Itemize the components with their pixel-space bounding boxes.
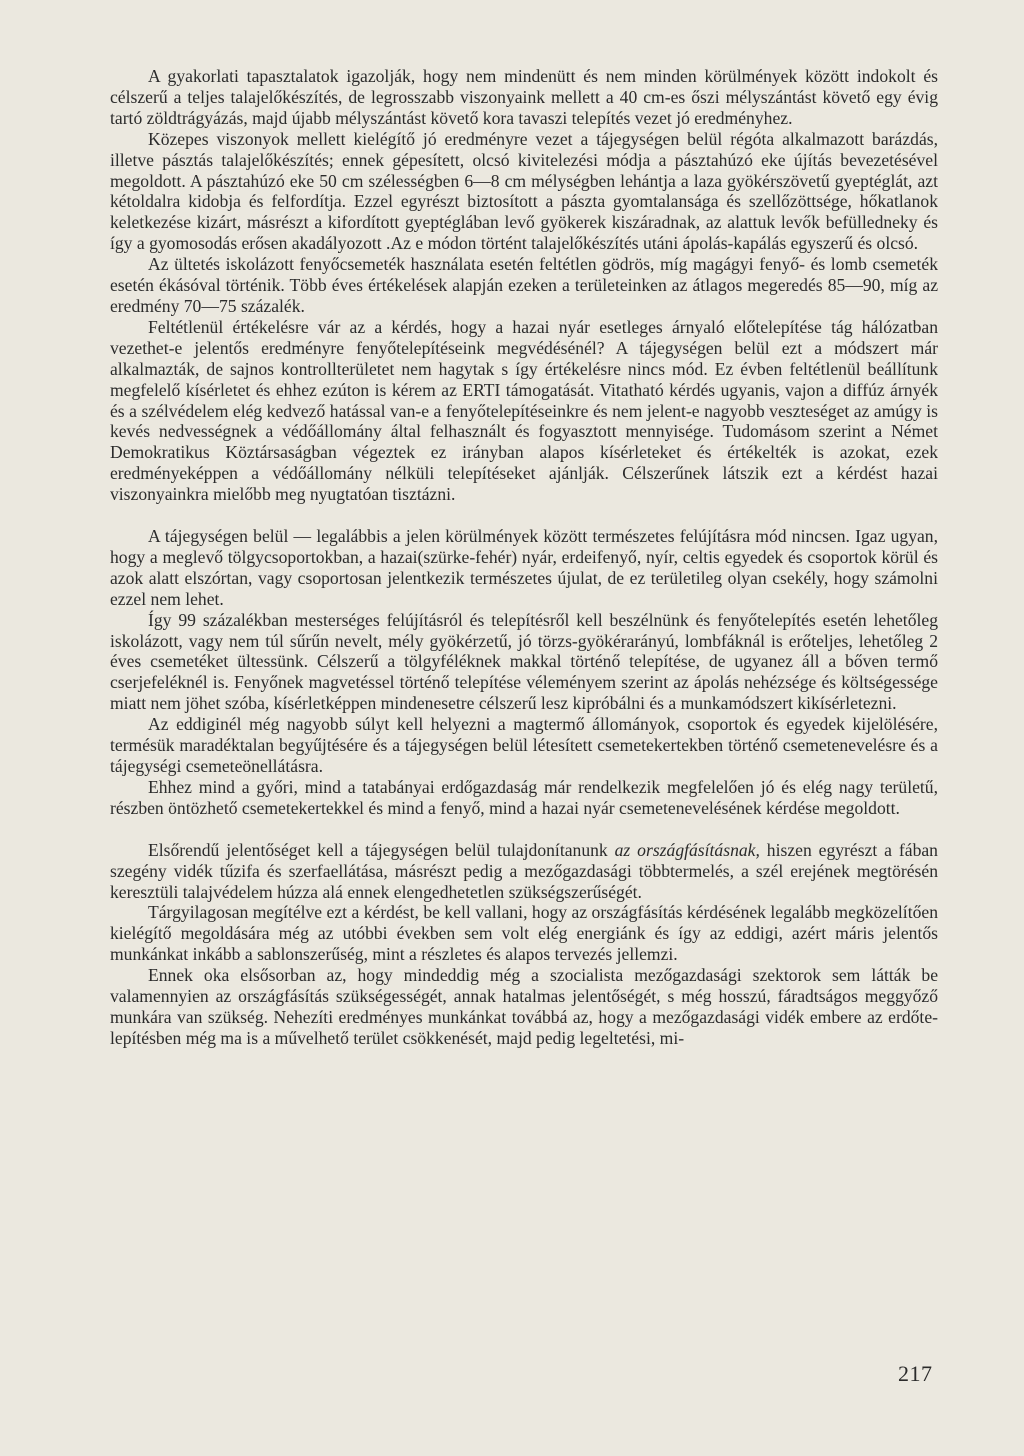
paragraph: Az eddiginél még nagyobb súlyt kell helyezni a magtermő állományok, csoportok és egyedek kijelölésére, termésük maradéktalan begyűjtésére és a tájegységen belül létesített csemetekertekben történő csemetenevelésre és a tájegységi csemeteönellátásra. (110, 714, 938, 776)
emphasized-term: az országfásításnak, (614, 839, 760, 860)
paragraph: Közepes viszonyok mellett kielégítő jó eredményre vezet a tájegységen belül régóta alkalmazott barázdás, illetve pásztás talajelőkészítés; ennek gépesített, olcsó kivitelezési módja a pásztahúzó eke újítás bevezetésével megoldott. A pásztahúzó eke 50 cm szélességben 6—8 cm mélységben lehántja a laza gyökérszövetű gyeptéglát, azt kétoldalra kidobja és felfordítja. Ezzel egyrészt biztosított a pászta gyomtalansága és szellőzöttsége, hőkatlanok keletkezése kizárt, másrészt a kifordított gyeptéglában levő gyökerek kiszáradnak, az alattuk levők befülledneky és így a gyomosodás erősen akadályozott .Az e módon történt talajelőkészítés utáni ápolás-kapálás egyszerű és olcsó. (110, 128, 938, 254)
paragraph-text: Elsőrendű jelentőséget kell a tájegységen belül tulajdonítanunk (148, 839, 615, 860)
article-body (110, 66, 938, 1049)
paragraph: Az ültetés iskolázott fenyőcsemeték használata esetén feltétlen gödrös, míg magágyi fenyő- és lomb csemeték esetén ékásóval történik. Több éves értékelések alapján ezeken a területeinken az átlagos megeredés 85—90, míg az eredmény 70—75 százalék. (110, 254, 938, 316)
paragraph: Tárgyilagosan megítélve ezt a kérdést, be kell vallani, hogy az országfásítás kérdésének legalább megközelítően kielégítő megoldására még az utóbbi években sem volt elég energiánk és így az eddigi, azért máris jelentős munkánkat inkább a sablonszerűség, mint a részletes és alapos tervezés jellemzi. (110, 902, 938, 965)
paragraph: A gyakorlati tapasztalatok igazolják, hogy nem mindenütt és nem minden körülmények között indokolt és célszerű a teljes talajelőkészítés, de legrosszabb viszonyaink mellett a 40 cm-es őszi mélyszántást követő egy évig tartó zöldtrágyázás, majd újabb mélyszántást követő kora tavaszi telepítés vezet jó eredményhez. (110, 66, 938, 128)
paragraph-with-emphasis (110, 840, 938, 903)
paragraph: A tájegységen belül — legalábbis a jelen körülmények között természetes felújításra mód nincsen. Igaz ugyan, hogy a meglevő tölgycsoportokban, a hazai(szürke-fehér) nyár, erdeifenyő, nyír, celtis egyedek és csoportok körül és azok alatt elszórtan, vagy csoportosan jelentkezik természetes újulat, de ez területileg olyan csekély, hogy számolni ezzel nem lehet. (110, 526, 938, 609)
page-number: 217 (898, 1361, 933, 1386)
paragraph: Ehhez mind a győri, mind a tatabányai erdőgazdaság már rendelkezik megfelelően jó és elég nagy területű, részben öntözhető csemetekertekkel és mind a fenyő, mind a hazai nyár csemetenevelésének kérdése megoldott. (110, 776, 938, 818)
paragraph: Ennek oka elsősorban az, hogy mindeddig még a szocialista mezőgazdasági szektorok sem látták be valamennyien az országfásítás szükségességét, annak hatalmas jelentőségét, s még hosszú, fáradtságos meggyőző munkára van szükség. Nehezíti eredményes munkánkat továbbá az, hogy a mezőgazdasági vidék embere az erdőtelepítésben még ma is a művelhető terület csökkenését, majd pedig legeltetési, mi- (110, 965, 938, 1048)
paragraph-text: hiszen egyrészt a fában szegény vidék tűzifa és szerfaellátása, másrészt pedig a mezőgazdasági többtermelés, a szél erejének megtörésén keresztüli talajvédelem húzza alá ennek elengedhetetlen szükségszerűségét. (110, 839, 938, 902)
paragraph: Feltétlenül értékelésre vár az a kérdés, hogy a hazai nyár esetleges árnyaló előtelepítése tág hálózatban vezethet-e jelentős eredményre fenyőtelepítéseink megvédésénél? A tájegységen belül ezt a módszert már alkalmazták, de sajnos kontrollterületet nem hagytak s így értékelésre nincs mód. Ez évben feltétlenül beállítunk megfelelő kísérletet és ehhez ezúton is kérem az ERTI támogatását. Vitatható kérdés ugyanis, vajon a diffúz árnyék és a szélvédelem elég kedvező hatással van-e a fenyőtelepítéseinkre és nem jelent-e nagyobb veszteséget az amúgy is kevés nedvességnek a védőállomány által felhasznált és fogyasztott mennyisége. Tudomásom szerint a Német Demokratikus Köztársaságban végeztek ez irányban alapos kísérleteket és értékelték is azokat, ezek eredményeképpen a védőállomány nélküli telepítéseket ajánlják. Célszerűnek látszik ezt a kérdést hazai viszonyainkra mielőbb meg nyugtatóan tisztázni. (110, 316, 938, 505)
paragraph: Így 99 százalékban mesterséges felújításról és telepítésről kell beszélnünk és fenyőtelepítés esetén lehetőleg iskolázott, vagy nem túl sűrűn nevelt, mély gyökérzetű, jó törzs-gyökérarányú, lombfáknál is erőteljes, lehetőleg 2 éves csemetéket ültessünk. Célszerű a tölgyféléknek makkal történő telepítése, de ugyanez áll a bőven termő cserjefeléknél is. Fenyőnek magvetéssel történő telepítése véleményem szerint az ápolás nehézsége és költségessége miatt nem jöhet szóba, kísérletképpen mindenesetre célszerű lesz kipróbálni és a munkamódszert kikísérletezni. (110, 609, 938, 714)
